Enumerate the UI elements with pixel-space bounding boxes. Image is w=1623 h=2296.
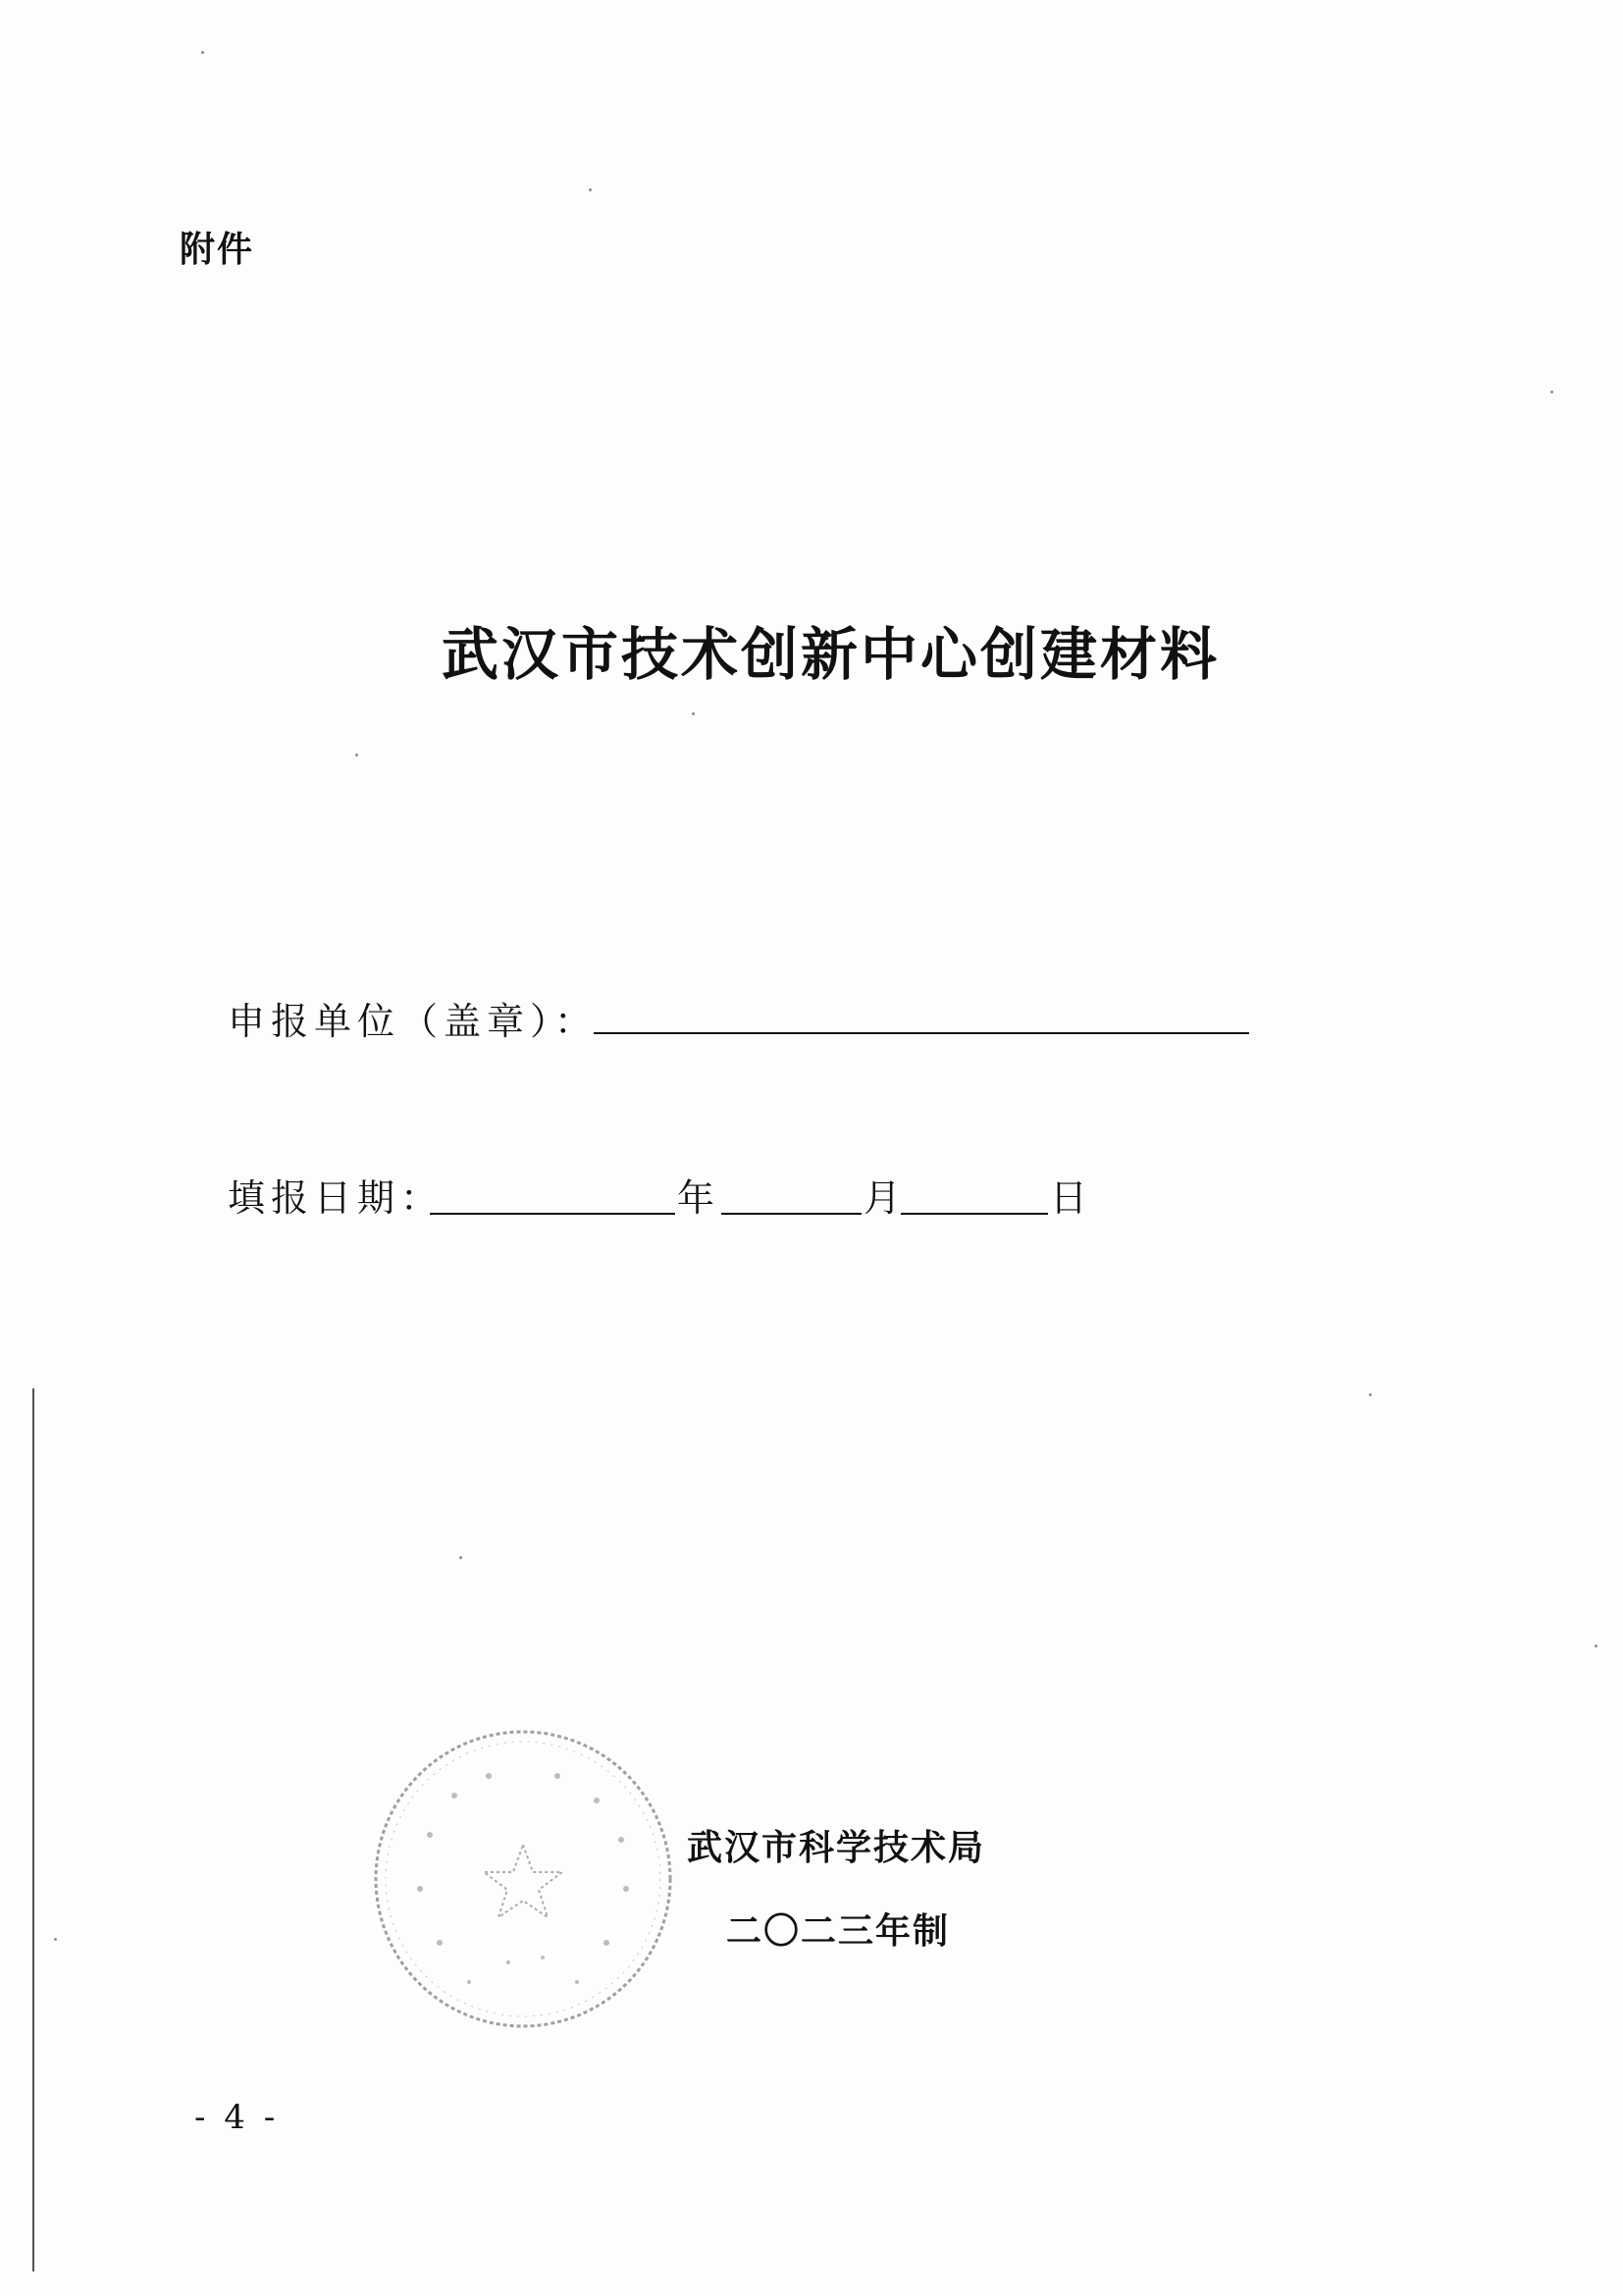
scan-speck <box>1369 1393 1372 1396</box>
scan-speck <box>1595 1644 1597 1647</box>
year-label: 年 <box>677 1176 715 1220</box>
issuer-name: 武汉市科学技术局 <box>687 1828 986 1868</box>
applicant-unit-field[interactable] <box>594 1032 1249 1034</box>
page-number: - 4 - <box>194 2098 280 2137</box>
scan-edge-line <box>32 1388 34 2271</box>
scan-speck <box>355 754 358 757</box>
month-field[interactable] <box>721 1213 862 1215</box>
issue-year: 二〇二三年制 <box>726 1911 951 1952</box>
scan-speck <box>459 1556 462 1559</box>
month-label: 月 <box>864 1176 902 1220</box>
day-label: 日 <box>1050 1176 1088 1220</box>
scan-speck <box>1550 391 1553 393</box>
day-field[interactable] <box>901 1213 1048 1215</box>
applicant-unit-label: 申报单位（盖章）： <box>228 1000 599 1043</box>
document-title: 武汉市技术创新中心创建材料 <box>442 621 1221 688</box>
scan-speck <box>201 51 204 54</box>
attachment-label: 附件 <box>180 230 255 270</box>
official-seal-stamp <box>361 1717 685 2041</box>
scan-speck <box>692 712 695 715</box>
scan-speck <box>54 1938 57 1941</box>
scan-speck <box>589 188 592 191</box>
fill-date-label: 填报日期： <box>228 1176 445 1220</box>
year-field[interactable] <box>430 1213 675 1215</box>
